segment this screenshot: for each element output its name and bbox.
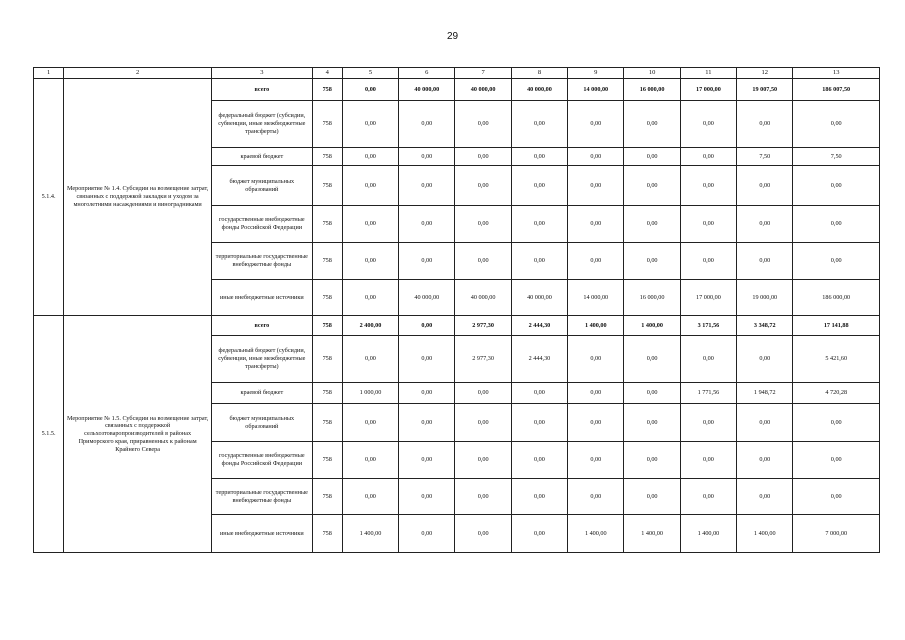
year-amount: 0,00 <box>342 336 398 383</box>
total-amount: 0,00 <box>793 479 880 515</box>
year-amount: 0,00 <box>680 404 736 442</box>
year-amount: 0,00 <box>399 442 455 479</box>
year-amount: 0,00 <box>680 442 736 479</box>
year-amount: 0,00 <box>399 383 455 404</box>
budget-code: 758 <box>312 515 342 553</box>
year-amount: 0,00 <box>511 515 567 553</box>
funding-source: федеральный бюджет (субсидии, субвенции, иные межбюджетные трансферты) <box>212 101 313 148</box>
year-amount: 0,00 <box>511 148 567 166</box>
year-amount: 0,00 <box>342 166 398 206</box>
funding-source: федеральный бюджет (субсидии, субвенции, иные межбюджетные трансферты) <box>212 336 313 383</box>
year-amount: 1 400,00 <box>568 515 624 553</box>
total-amount: 0,00 <box>793 243 880 280</box>
year-amount: 0,00 <box>568 383 624 404</box>
column-number: 7 <box>455 68 511 79</box>
year-amount: 14 000,00 <box>568 280 624 316</box>
year-amount: 0,00 <box>342 79 398 101</box>
year-amount: 0,00 <box>342 280 398 316</box>
year-amount: 0,00 <box>455 404 511 442</box>
year-amount: 0,00 <box>455 479 511 515</box>
funding-source: территориальные государственные внебюджетные фонды <box>212 243 313 280</box>
budget-code: 758 <box>312 336 342 383</box>
year-amount: 0,00 <box>568 479 624 515</box>
total-amount: 186 007,50 <box>793 79 880 101</box>
year-amount: 0,00 <box>342 148 398 166</box>
year-amount: 0,00 <box>455 515 511 553</box>
activity-name: Мероприятие № 1.4. Субсидии на возмещение затрат, связанных с поддержкой закладки и уходом за многолетними насаждениями и виноградниками <box>64 79 212 316</box>
funding-source: территориальные государственные внебюджетные фонды <box>212 479 313 515</box>
total-amount: 0,00 <box>793 166 880 206</box>
year-amount: 40 000,00 <box>455 280 511 316</box>
year-amount: 0,00 <box>399 479 455 515</box>
year-amount: 0,00 <box>737 442 793 479</box>
budget-code: 758 <box>312 148 342 166</box>
year-amount: 0,00 <box>399 243 455 280</box>
column-number: 10 <box>624 68 680 79</box>
year-amount: 0,00 <box>568 101 624 148</box>
year-amount: 0,00 <box>680 148 736 166</box>
column-number: 5 <box>342 68 398 79</box>
year-amount: 0,00 <box>737 101 793 148</box>
year-amount: 16 000,00 <box>624 280 680 316</box>
year-amount: 0,00 <box>624 166 680 206</box>
activity-code: 5.1.5. <box>34 316 64 553</box>
year-amount: 3 348,72 <box>737 316 793 336</box>
year-amount: 0,00 <box>511 383 567 404</box>
year-amount: 1 400,00 <box>624 515 680 553</box>
funding-source: краевой бюджет <box>212 148 313 166</box>
year-amount: 0,00 <box>624 442 680 479</box>
year-amount: 0,00 <box>624 336 680 383</box>
funding-source: краевой бюджет <box>212 383 313 404</box>
year-amount: 0,00 <box>680 479 736 515</box>
year-amount: 0,00 <box>737 336 793 383</box>
column-number: 3 <box>212 68 313 79</box>
year-amount: 0,00 <box>680 336 736 383</box>
year-amount: 7,50 <box>737 148 793 166</box>
year-amount: 0,00 <box>342 404 398 442</box>
year-amount: 2 444,30 <box>511 316 567 336</box>
year-amount: 0,00 <box>399 101 455 148</box>
year-amount: 0,00 <box>511 101 567 148</box>
year-amount: 0,00 <box>399 404 455 442</box>
year-amount: 0,00 <box>624 148 680 166</box>
total-amount: 7,50 <box>793 148 880 166</box>
year-amount: 0,00 <box>680 166 736 206</box>
year-amount: 14 000,00 <box>568 79 624 101</box>
year-amount: 0,00 <box>568 206 624 243</box>
year-amount: 17 000,00 <box>680 280 736 316</box>
year-amount: 0,00 <box>455 243 511 280</box>
year-amount: 0,00 <box>511 166 567 206</box>
year-amount: 0,00 <box>737 206 793 243</box>
year-amount: 0,00 <box>399 316 455 336</box>
year-amount: 0,00 <box>399 206 455 243</box>
funding-source: бюджет муниципальных образований <box>212 404 313 442</box>
year-amount: 0,00 <box>399 166 455 206</box>
year-amount: 0,00 <box>624 479 680 515</box>
budget-code: 758 <box>312 404 342 442</box>
total-amount: 0,00 <box>793 206 880 243</box>
budget-code: 758 <box>312 79 342 101</box>
year-amount: 0,00 <box>568 148 624 166</box>
year-amount: 0,00 <box>680 206 736 243</box>
year-amount: 0,00 <box>737 166 793 206</box>
year-amount: 0,00 <box>511 442 567 479</box>
year-amount: 40 000,00 <box>399 280 455 316</box>
funding-source: государственные внебюджетные фонды Российской Федерации <box>212 442 313 479</box>
year-amount: 0,00 <box>511 404 567 442</box>
year-amount: 0,00 <box>342 206 398 243</box>
budget-code: 758 <box>312 166 342 206</box>
year-amount: 0,00 <box>342 442 398 479</box>
budget-code: 758 <box>312 206 342 243</box>
total-amount: 0,00 <box>793 442 880 479</box>
year-amount: 0,00 <box>511 206 567 243</box>
year-amount: 0,00 <box>737 404 793 442</box>
total-amount: 0,00 <box>793 101 880 148</box>
year-amount: 1 771,56 <box>680 383 736 404</box>
year-amount: 0,00 <box>568 442 624 479</box>
year-amount: 2 977,30 <box>455 336 511 383</box>
total-amount: 5 421,60 <box>793 336 880 383</box>
budget-code: 758 <box>312 101 342 148</box>
year-amount: 0,00 <box>455 101 511 148</box>
year-amount: 0,00 <box>568 404 624 442</box>
year-amount: 2 400,00 <box>342 316 398 336</box>
activity-code: 5.1.4. <box>34 79 64 316</box>
year-amount: 0,00 <box>624 243 680 280</box>
column-number-row <box>34 68 880 79</box>
year-amount: 0,00 <box>624 101 680 148</box>
budget-code: 758 <box>312 243 342 280</box>
total-amount: 7 000,00 <box>793 515 880 553</box>
year-amount: 17 000,00 <box>680 79 736 101</box>
column-number: 4 <box>312 68 342 79</box>
year-amount: 0,00 <box>624 383 680 404</box>
total-amount: 0,00 <box>793 404 880 442</box>
funding-source: всего <box>212 316 313 336</box>
total-row <box>34 316 880 336</box>
year-amount: 19 000,00 <box>737 280 793 316</box>
total-amount: 186 000,00 <box>793 280 880 316</box>
total-amount: 4 720,28 <box>793 383 880 404</box>
year-amount: 40 000,00 <box>511 79 567 101</box>
year-amount: 0,00 <box>568 243 624 280</box>
column-number: 9 <box>568 68 624 79</box>
budget-table <box>33 67 880 553</box>
year-amount: 0,00 <box>624 206 680 243</box>
year-amount: 40 000,00 <box>455 79 511 101</box>
year-amount: 1 000,00 <box>342 383 398 404</box>
budget-code: 758 <box>312 479 342 515</box>
year-amount: 0,00 <box>455 383 511 404</box>
activity-name: Мероприятие № 1.5. Субсидии на возмещение затрат, связанных с поддержкой сельхозтоваропроизводителей в районах Приморского края, приравненных к районам Крайнего Севера <box>64 316 212 553</box>
year-amount: 0,00 <box>399 148 455 166</box>
year-amount: 19 007,50 <box>737 79 793 101</box>
column-number: 6 <box>399 68 455 79</box>
budget-code: 758 <box>312 316 342 336</box>
budget-code: 758 <box>312 383 342 404</box>
funding-source: бюджет муниципальных образований <box>212 166 313 206</box>
year-amount: 3 171,56 <box>680 316 736 336</box>
year-amount: 0,00 <box>342 479 398 515</box>
year-amount: 40 000,00 <box>511 280 567 316</box>
year-amount: 0,00 <box>455 148 511 166</box>
year-amount: 0,00 <box>680 101 736 148</box>
column-number: 11 <box>680 68 736 79</box>
year-amount: 0,00 <box>680 243 736 280</box>
total-row <box>34 79 880 101</box>
year-amount: 0,00 <box>455 166 511 206</box>
year-amount: 1 400,00 <box>680 515 736 553</box>
column-number: 8 <box>511 68 567 79</box>
funding-source: всего <box>212 79 313 101</box>
year-amount: 1 948,72 <box>737 383 793 404</box>
column-number: 1 <box>34 68 64 79</box>
page-number: 29 <box>446 31 459 42</box>
year-amount: 0,00 <box>568 336 624 383</box>
column-number: 12 <box>737 68 793 79</box>
budget-code: 758 <box>312 280 342 316</box>
year-amount: 40 000,00 <box>399 79 455 101</box>
year-amount: 16 000,00 <box>624 79 680 101</box>
year-amount: 0,00 <box>399 515 455 553</box>
year-amount: 1 400,00 <box>624 316 680 336</box>
budget-table-body <box>34 79 880 553</box>
year-amount: 2 977,30 <box>455 316 511 336</box>
year-amount: 1 400,00 <box>342 515 398 553</box>
year-amount: 0,00 <box>455 442 511 479</box>
year-amount: 0,00 <box>455 206 511 243</box>
budget-code: 758 <box>312 442 342 479</box>
year-amount: 0,00 <box>568 166 624 206</box>
total-amount: 17 141,88 <box>793 316 880 336</box>
year-amount: 0,00 <box>737 479 793 515</box>
year-amount: 2 444,30 <box>511 336 567 383</box>
year-amount: 0,00 <box>511 479 567 515</box>
year-amount: 1 400,00 <box>737 515 793 553</box>
year-amount: 0,00 <box>399 336 455 383</box>
year-amount: 0,00 <box>342 101 398 148</box>
funding-source: иные внебюджетные источники <box>212 515 313 553</box>
year-amount: 1 400,00 <box>568 316 624 336</box>
year-amount: 0,00 <box>342 243 398 280</box>
funding-source: государственные внебюджетные фонды Российской Федерации <box>212 206 313 243</box>
year-amount: 0,00 <box>511 243 567 280</box>
column-number: 2 <box>64 68 212 79</box>
column-number: 13 <box>793 68 880 79</box>
year-amount: 0,00 <box>624 404 680 442</box>
year-amount: 0,00 <box>737 243 793 280</box>
funding-source: иные внебюджетные источники <box>212 280 313 316</box>
